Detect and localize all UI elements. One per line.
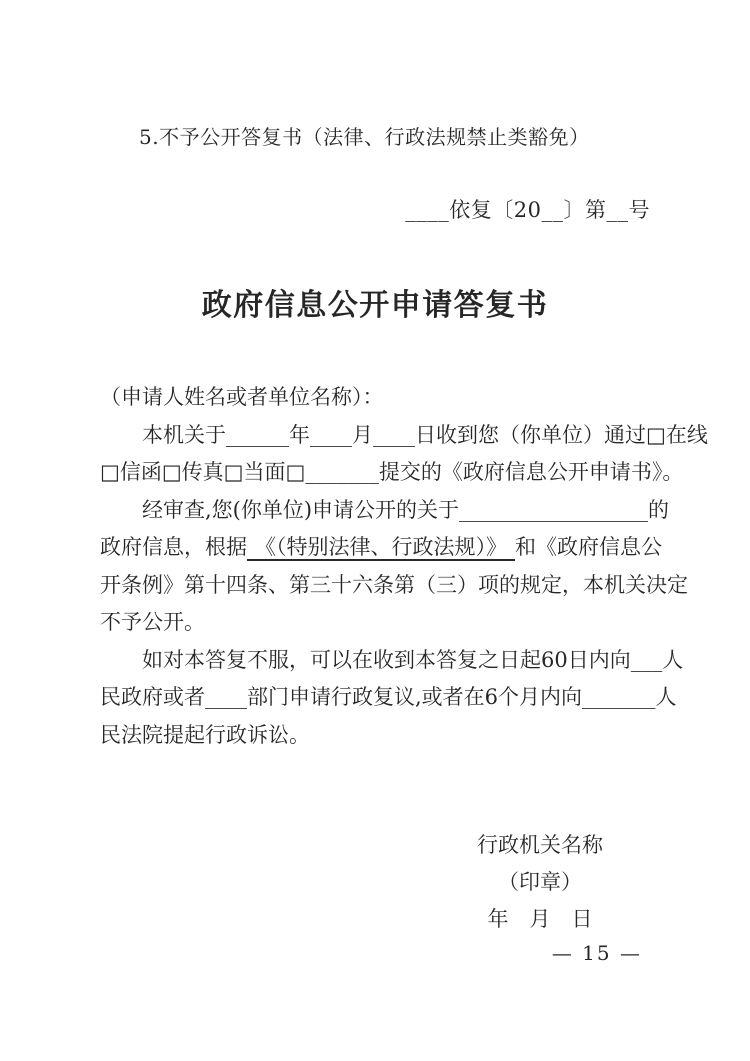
para3-line3: 民法院提起行政诉讼。 xyxy=(100,722,310,747)
para2-line2 xyxy=(100,529,662,567)
salutation-line: （申请人姓名或者单位名称）： xyxy=(100,385,384,409)
document-number: ____依复〔20__〕第__号 xyxy=(405,198,650,222)
para2-line3: 开条例》第十四条、第三十六条第（三）项的规定，本机关决定 xyxy=(100,572,688,597)
para3-line1: 如对本答复不服，可以在收到本答复之日起60日内向___人 xyxy=(142,647,684,672)
para3-line2: 民政府或者____部门申请行政复议,或者在6个月内向_______人 xyxy=(100,685,677,709)
para2-line2-suffix: 和《政府信息公 xyxy=(515,535,662,559)
cited-law-underlined: 《（特别法律、行政法规）》 xyxy=(247,535,515,561)
date-line: 年 月 日 xyxy=(487,907,593,931)
agency-name: 行政机关名称 xyxy=(477,833,603,857)
section-heading: 5.不予公开答复书（法律、行政法规禁止类豁免） xyxy=(139,125,590,149)
para1-line2: □信函□传真□当面□_______提交的《政府信息公开申请书》。 xyxy=(100,460,684,484)
para2-line2-prefix: 政府信息，根据 xyxy=(100,535,247,559)
para1-line1: 本机关于______年____月____日收到您（你单位）通过□在线 xyxy=(142,422,708,447)
para2-line4: 不予公开。 xyxy=(100,610,205,634)
seal-placeholder: （印章） xyxy=(498,870,582,894)
page-number: — 15 — xyxy=(551,941,642,965)
document-body xyxy=(100,379,708,754)
document-title: 政府信息公开申请答复书 xyxy=(201,288,549,323)
signature-block xyxy=(432,827,648,938)
para2-line1: 经审查,您(你单位)申请公开的关于__________________的 xyxy=(142,497,670,522)
